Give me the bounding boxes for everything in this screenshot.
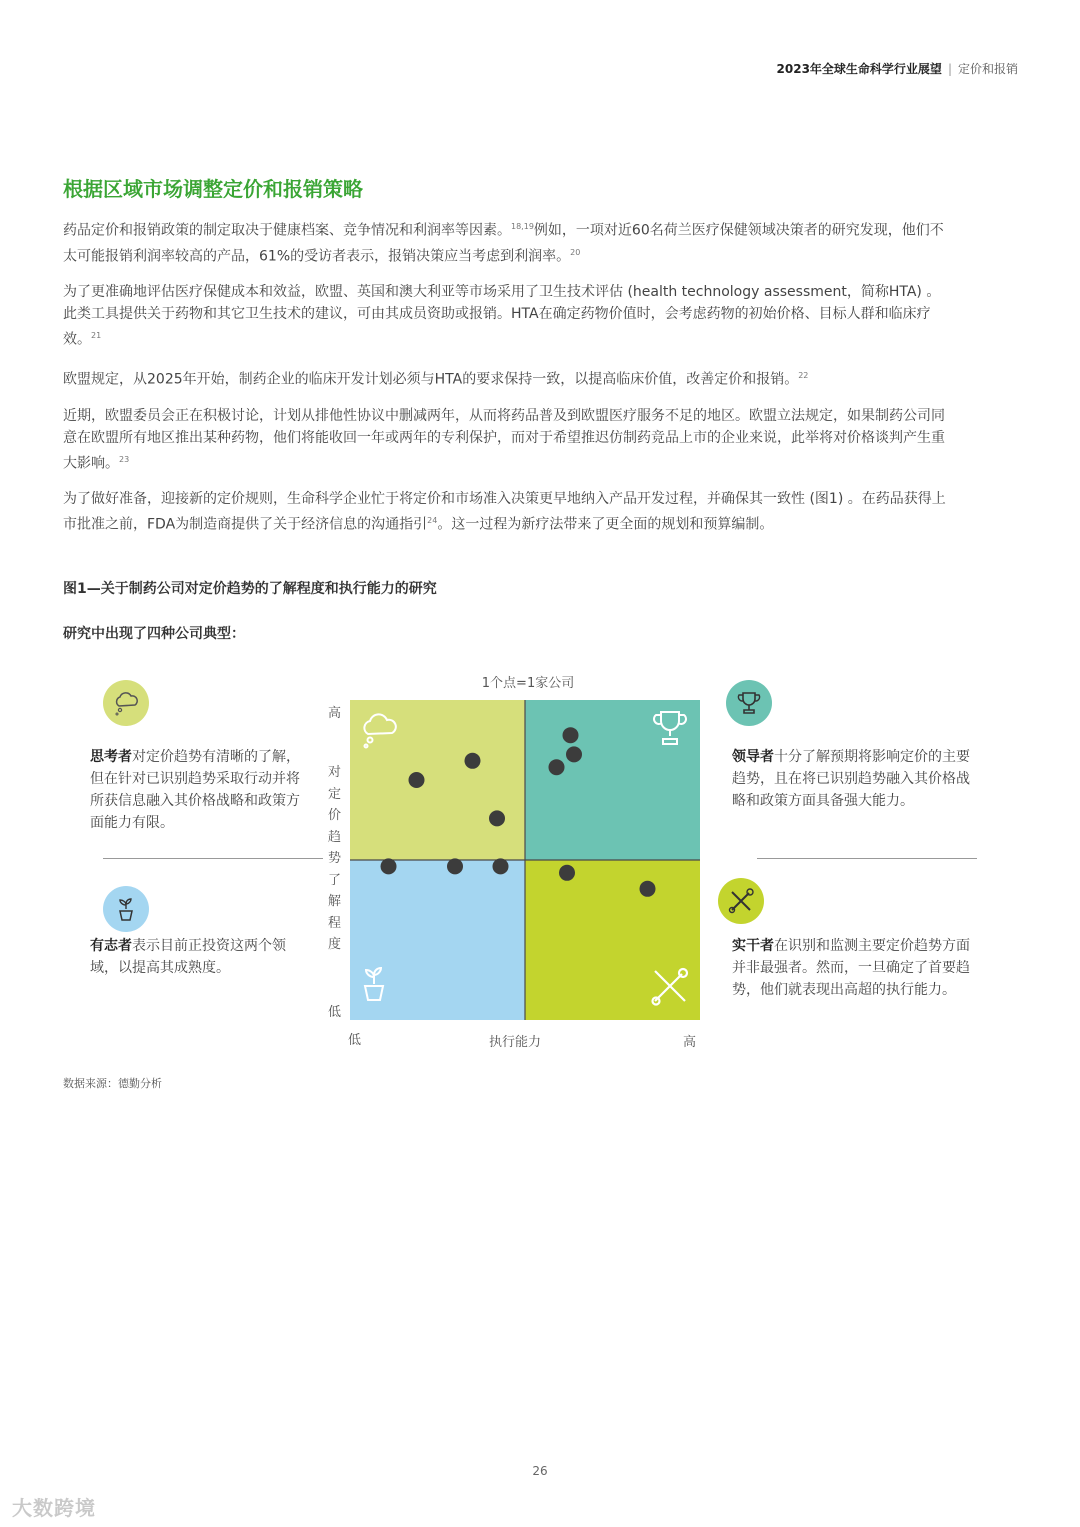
- quadrant-scatter-chart: [350, 700, 700, 1020]
- paragraph-3-text: 欧盟规定，从2025年开始，制药企业的临床开发计划必须与HTA的要求保持一致，以提高临床价值，改善定价和报销。: [63, 371, 799, 388]
- report-title: 2023年全球生命科学行业展望: [776, 62, 942, 76]
- quadrant-leader: [525, 700, 700, 860]
- doer-label: 实干者: [732, 938, 774, 954]
- section-heading: 根据区域市场调整定价和报销策略: [63, 177, 363, 201]
- thinker-text: 对定价趋势有清晰的了解，但在针对已识别趋势采取行动并将所获信息融入其价格战略和政策方面能力有限。: [90, 749, 300, 831]
- company-point: [563, 727, 579, 743]
- aspirant-label: 有志者: [90, 938, 132, 954]
- body-text: [63, 216, 948, 550]
- watermark-logo: 大数跨境: [12, 1496, 96, 1520]
- paragraph-5-text-2: 。这一过程为新疗法带来了更全面的规划和预算编制。: [437, 516, 774, 533]
- paragraph-5: [63, 488, 948, 536]
- company-point: [549, 759, 565, 775]
- plant-icon: [103, 886, 149, 932]
- quadrant-aspirant: [350, 860, 525, 1020]
- y-axis-title: 对定价趋势了解程度: [328, 765, 342, 952]
- company-point: [640, 881, 656, 897]
- paragraph-3: [63, 365, 948, 391]
- running-header: [777, 60, 1018, 77]
- paragraph-5-text: 为了做好准备，迎接新的定价规则，生命科学企业忙于将定价和市场准入决策更早地纳入产品开发过程，并确保其一致性 (图1) 。在药品获得上市批准之前，FDA为制造商提供了关于经济信息的沟通指引: [63, 491, 946, 533]
- footnote-ref: 24: [427, 516, 438, 526]
- trophy-icon: [726, 680, 772, 726]
- aspirant-text: 表示目前正投资这两个领域，以提高其成熟度。: [90, 938, 286, 976]
- company-point: [409, 772, 425, 788]
- company-point: [381, 858, 397, 874]
- paragraph-2-text: 为了更准确地评估医疗保健成本和效益，欧盟、英国和澳大利亚等市场采用了卫生技术评估 (health technology assessment，简称HTA) 。此类工具提供关于药物和其它卫生技术的建议，可由其成员资助或报销。HTA在确定药物价值时，会考虑药物的初始价格、目标人群和临床疗效。: [63, 284, 941, 348]
- tools-icon: [718, 878, 764, 924]
- leader-label: 领导者: [732, 749, 774, 765]
- paragraph-4-text: 近期，欧盟委员会正在积极讨论，计划从排他性协议中删减两年，从而将药品普及到欧盟医疗服务不足的地区。欧盟立法规定，如果制药公司同意在欧盟所有地区推出某种药物，他们将能收回一年或两年的专利保护，而对于希望推迟仿制药竞品上市的企业来说，此举将对价格谈判产生重大影响。: [63, 407, 945, 472]
- figure-subtitle: 研究中出现了四种公司典型：: [63, 626, 245, 642]
- company-point: [489, 810, 505, 826]
- quadrant-thinker: [350, 700, 525, 860]
- page-number: 26: [532, 1464, 548, 1478]
- y-axis-low-label: 低: [328, 1005, 342, 1020]
- section-name: 定价和报销: [957, 62, 1018, 76]
- y-axis-high-label: 高: [328, 706, 342, 721]
- chart-title: 1个点=1家公司: [481, 676, 575, 691]
- quadrant-doer: [525, 860, 700, 1020]
- left-divider: [103, 858, 323, 859]
- paragraph-1-text-2: 例如，一项对近60名荷兰医疗保健领域决策者的研究发现，他们不太可能报销利润率较高的产品，61%的受访者表示，报销决策应当考虑到利润率。: [63, 222, 944, 265]
- footnote-ref: 22: [798, 370, 809, 380]
- footnote-ref: 18,19: [511, 222, 534, 231]
- thinker-description: [90, 746, 300, 834]
- x-axis-title: 执行能力: [489, 1035, 542, 1050]
- doer-text: 在识别和监测主要定价趋势方面并非最强者。然而，一旦确定了首要趋势，他们就表现出高超的执行能力。: [732, 938, 970, 998]
- data-source: 数据来源：德勤分析: [63, 1077, 162, 1090]
- footnote-ref: 23: [119, 454, 130, 464]
- footnote-ref: 21: [91, 331, 102, 341]
- header-separator: |: [947, 62, 952, 76]
- company-point: [559, 865, 575, 881]
- company-point: [447, 858, 463, 874]
- right-divider: [757, 858, 977, 859]
- paragraph-1-text: 药品定价和报销政策的制定取决于健康档案、竞争情况和利润率等因素。: [63, 222, 511, 239]
- leader-text: 十分了解预期将影响定价的主要趋势，且在将已识别趋势融入其价格战略和政策方面具备强大能力。: [732, 749, 970, 809]
- company-point: [493, 858, 509, 874]
- x-axis-high-label: 高: [683, 1035, 697, 1050]
- company-point: [465, 753, 481, 769]
- cloud-icon: [103, 680, 149, 726]
- paragraph-4: [63, 405, 948, 475]
- company-point: [566, 746, 582, 762]
- paragraph-1: [63, 216, 948, 267]
- footnote-ref: 20: [570, 247, 581, 257]
- aspirant-description: [90, 935, 310, 979]
- figure-title: 图1—关于制药公司对定价趋势的了解程度和执行能力的研究: [63, 581, 437, 597]
- x-axis-low-label: 低: [348, 1033, 362, 1048]
- leader-description: [732, 746, 977, 812]
- doer-description: [732, 935, 977, 1001]
- thinker-label: 思考者: [90, 749, 132, 765]
- paragraph-2: [63, 281, 948, 351]
